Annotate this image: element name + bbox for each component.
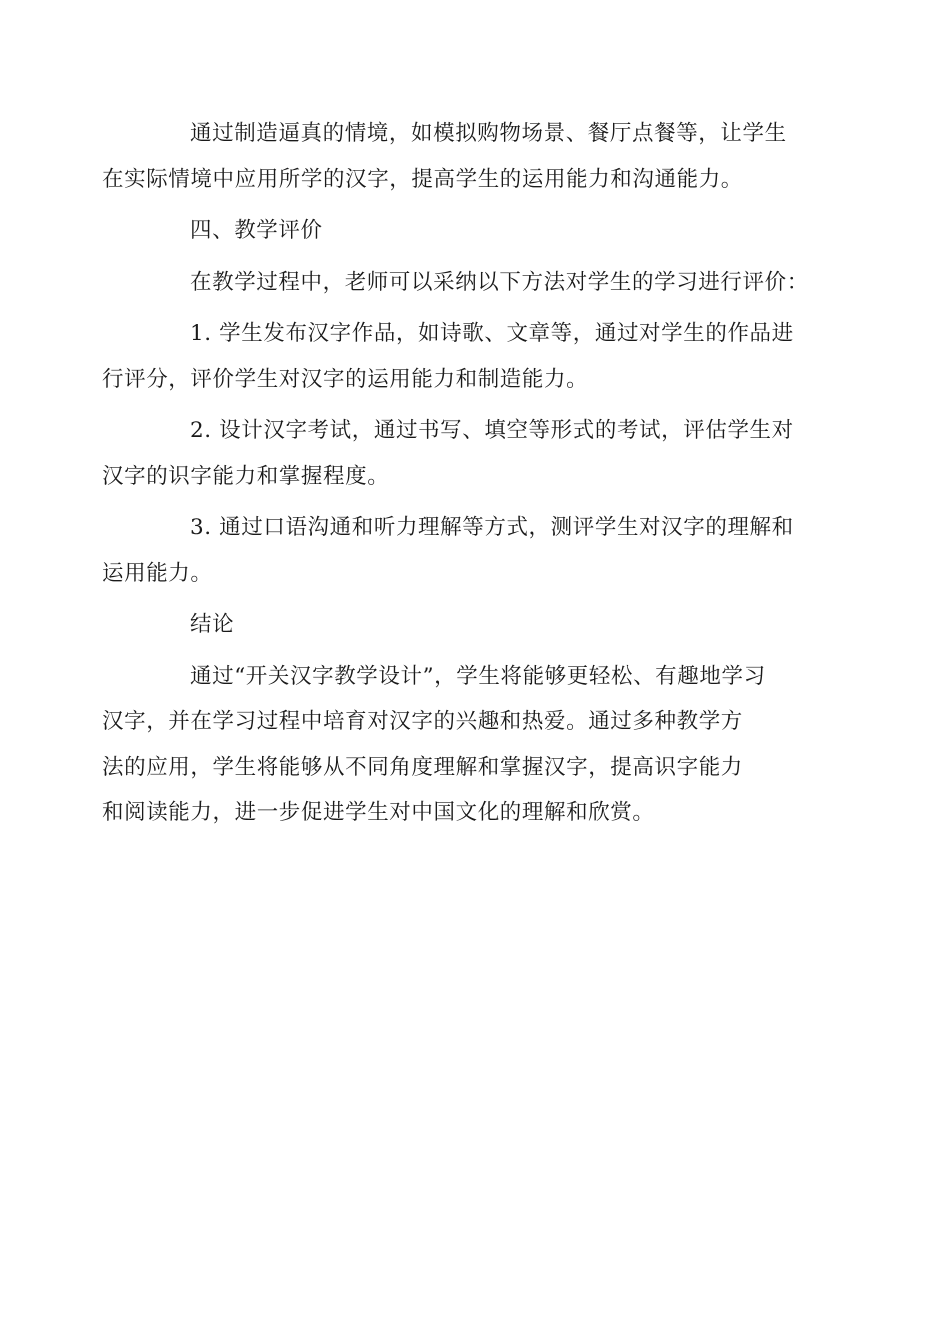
heading-text: 四、教学评价: [190, 218, 323, 243]
text-line: 3. 通过口语沟通和听力理解等方式，测评学生对汉字的理解和: [190, 515, 794, 540]
heading-text: 结论: [190, 612, 235, 637]
text-line: 1. 学生发布汉字作品，如诗歌、文章等，通过对学生的作品进: [190, 321, 794, 346]
document-body: [102, 111, 809, 842]
section-heading-evaluation: [146, 208, 808, 254]
list-item-3: [102, 505, 808, 596]
paragraph-conclusion: [102, 654, 808, 836]
text-line: 通过制造逼真的情境，如模拟购物场景、餐厅点餐等，让学生: [190, 121, 787, 146]
text-line: 在教学过程中，老师可以采纳以下方法对学生的学习进行评价：: [190, 269, 809, 295]
paragraph-evaluation-intro: [146, 260, 808, 306]
text-line: 行评分，评价学生对汉字的运用能力和制造能力。: [102, 366, 589, 392]
paragraph-situation: [102, 111, 808, 202]
text-line: 汉字，并在学习过程中培育对汉字的兴趣和热爱。通过多种教学方: [102, 709, 743, 734]
text-line: 和阅读能力，进一步促进学生对中国文化的理解和欣赏。: [102, 800, 655, 825]
text-line: 2. 设计汉字考试，通过书写、填空等形式的考试，评估学生对: [190, 418, 794, 443]
section-heading-conclusion: [146, 602, 808, 648]
text-line: 法的应用，学生将能够从不同角度理解和掌握汉字，提高识字能力: [102, 754, 743, 780]
text-line: 在实际情境中应用所学的汉字，提高学生的运用能力和沟通能力。: [102, 166, 743, 192]
list-item-2: [102, 408, 808, 499]
text-line: 通过“开关汉字教学设计”，学生将能够更轻松、有趣地学习: [190, 663, 766, 689]
text-line: 汉字的识字能力和掌握程度。: [102, 463, 390, 489]
list-item-1: [102, 311, 808, 402]
text-line: 运用能力。: [102, 560, 213, 586]
